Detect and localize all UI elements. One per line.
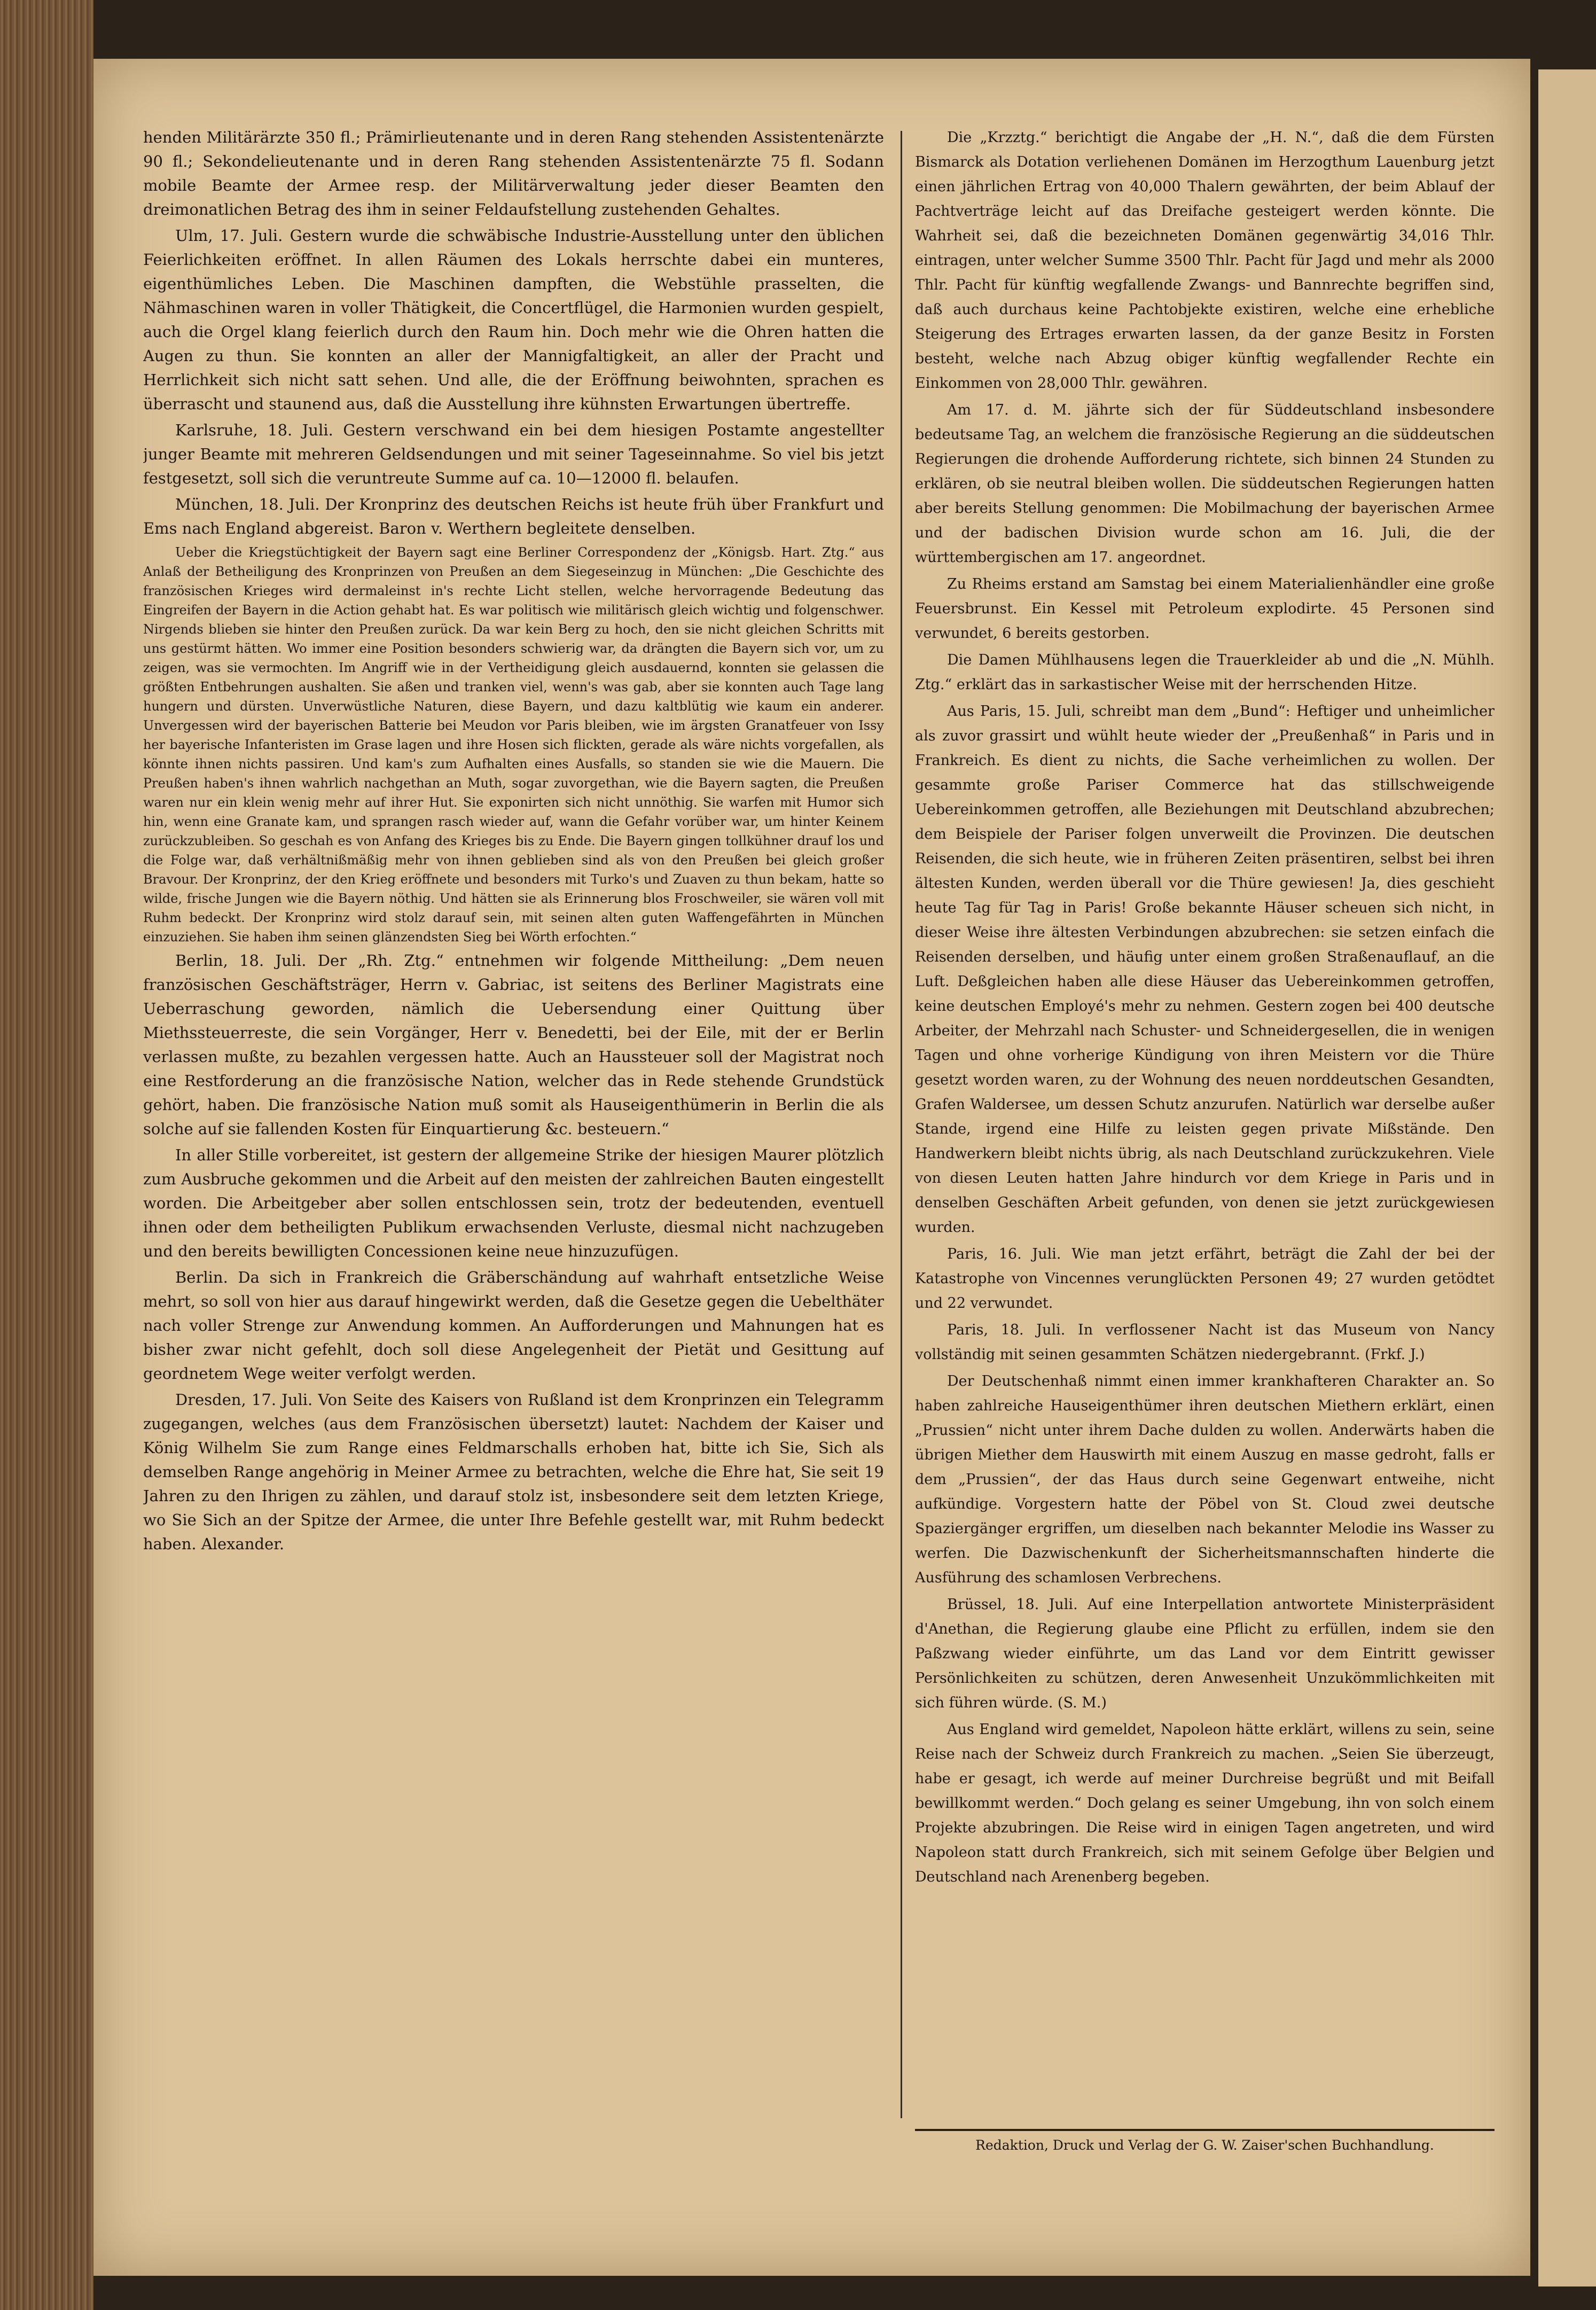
left-column	[143, 126, 884, 2124]
article-jahrestag: Am 17. d. M. jährte sich der für Süddeutschland insbesondere bedeutsame Tag, an welchem die französische Regierung an die süddeutschen Regierungen die drohende Aufforderung richtete, sich binnen 24 Stunden zu erklären, ob sie neutral bleiben wollen. Die süddeutschen Regierungen hatten aber bereits Stellung genommen: Die Mobilmachung der bayerischen Armee und der badischen Division wurde schon am 16. Juli, die der württembergischen am 17. angeordnet.	[915, 402, 1495, 566]
article-muenchen: München, 18. Juli. Der Kronprinz des deutschen Reichs ist heute früh über Frankfurt und Ems nach England abgereist. Baron v. Werthern begleitete denselben.	[143, 495, 884, 537]
footer-imprint: Redaktion, Druck und Verlag der G. W. Zaiser'schen Buchhandlung.	[975, 2137, 1434, 2153]
article-dresden: Dresden, 17. Juli. Von Seite des Kaisers von Rußland ist dem Kronprinzen ein Telegramm zugegangen, welches (aus dem Französischen übersetzt) lautet: Nachdem der Kaiser und König Wilhelm Sie zum Range eines Feldmarschalls erhoben hat, bitte ich Sie, Sich als demselben Range angehörig in Meiner Armee zu betrachten, welche die Ehre hat, Sie seit 19 Jahren zu den Ihrigen zu zählen, und darauf stolz ist, insbesondere seit dem letzten Kriege, wo Sie Sich an der Spitze der Armee, die unter Ihre Befehle gestellt war, mit Ruhm bedeckt haben. Alexander.	[143, 1391, 884, 1553]
article-bruessel: Brüssel, 18. Juli. Auf eine Interpellation antwortete Ministerpräsident d'Anethan, die Regierung glaube eine Pflicht zu erfüllen, indem sie den Paßzwang wieder einführte, um das Land vor dem Eintritt gewisser Persönlichkeiten zu schützen, deren Anwesenheit Unzukömmlichkeiten mit sich führen würde. (S. M.)	[915, 1596, 1495, 1711]
article-ulm: Ulm, 17. Juli. Gestern wurde die schwäbische Industrie-Ausstellung unter den üblichen Feierlichkeiten eröffnet. In allen Räumen des Lokals herrschte dabei ein munteres, eigenthümliches Leben. Die Maschinen dampften, die Webstühle prasselten, die Nähmaschinen waren in voller Thätigkeit, die Concertflügel, die Harmonien wurden gespielt, auch die Orgel klang feierlich durch den Raum hin. Doch mehr wie die Ohren hatten die Augen zu thun. Sie konnten an aller der Mannigfaltigkeit, an aller der Pracht und Herrlichkeit sich nicht satt sehen. Und alle, die der Eröffnung beiwohnten, sprachen es überrascht und staunend aus, daß die Ausstellung ihre kühnsten Erwartungen übertreffe.	[143, 227, 884, 413]
facing-page-edge	[1538, 69, 1596, 2286]
column-divider	[901, 131, 902, 2118]
article-maurer-strike: In aller Stille vorbereitet, ist gestern der allgemeine Strike der hiesigen Maurer plötzlich zum Ausbruche gekommen und die Arbeit auf den meisten der zahlreichen Bauten eingestellt worden. Die Arbeitgeber aber sollen entschlossen sein, trotz der bedeutenden, eventuell ihnen oder dem betheiligten Publikum erwachsenden Verluste, diesmal nicht nachzugeben und den bereits bewilligten Concessionen keine neue hinzuzufügen.	[143, 1146, 884, 1260]
article-paris-15-juli: Aus Paris, 15. Juli, schreibt man dem „Bund“: Heftiger und unheimlicher als zuvor grassirt und wühlt heute wieder der „Preußenhaß“ in Paris und in Frankreich. Es dient zu nichts, die Sache verheimlichen zu wollen. Der gesammte große Pariser Commerce hat das stillschweigende Uebereinkommen getroffen, alle Beziehungen mit Deutschland abzubrechen; dem Beispiele der Pariser folgen unverweilt die Provinzen. Die deutschen Reisenden, die sich heute, wie in früheren Zeiten präsentiren, selbst bei ihren ältesten Kunden, werden überall vor die Thüre gewiesen! Ja, dies geschieht heute Tag für Tag in Paris! Große bekannte Häuser scheuen sich nicht, in dieser Weise ihre ältesten Verbindungen abzubrechen: sie setzen einfach die Reisenden derselben, und häufig unter einem großen Straßenauflauf, an die Luft. Deßgleichen haben alle diese Häuser das Uebereinkommen getroffen, keine deutschen Employé's mehr zu nehmen. Gestern zogen bei 400 deutsche Arbeiter, der Mehrzahl nach Schuster- und Schneidergesellen, die in wenigen Tagen und ohne vorherige Kündigung von ihren Meistern vor die Thüre gesetzt worden waren, zu der Wohnung des neuen norddeutschen Gesandten, Grafen Waldersee, um dessen Schutz anzurufen. Natürlich war derselbe außer Stande, irgend eine Hilfe zu leisten gegen private Mißstände. Den Handwerkern bleibt nichts übrig, als nach Deutschland zurückzukehren. Viele von diesen Leuten hatten Jahre hindurch vor dem Kriege in Paris und in denselben Geschäften Arbeit gefunden, von denen sie jetzt zurückgewiesen wurden.	[915, 703, 1495, 1236]
article-karlsruhe: Karlsruhe, 18. Juli. Gestern verschwand ein bei dem hiesigen Postamte angestellter junger Beamte mit mehreren Geldsendungen und mit seiner Tageseinnahme. So viel bis jetzt festgesetzt, soll sich die veruntreute Summe auf ca. 10—12000 fl. belaufen.	[143, 421, 884, 487]
article-england-napoleon: Aus England wird gemeldet, Napoleon hätte erklärt, willens zu sein, seine Reise nach der Schweiz durch Frankreich zu machen. „Seien Sie überzeugt, habe er gesagt, ich werde auf meiner Durchreise begrüßt und mit Beifall bewillkommt werden.“ Doch gelang es seiner Umgebung, ihn von solch einem Projekte abzubringen. Die Reise wird in einigen Tagen angetreten, und wird Napoleon statt durch Frankreich, sich mit seinem Gefolge über Belgien und Deutschland nach Arenenberg begeben.	[915, 1721, 1495, 1885]
article-berlin-graeberschaendung: Berlin. Da sich in Frankreich die Gräberschändung auf wahrhaft entsetzliche Weise mehrt, so soll von hier aus darauf hingewirkt werden, daß die Gesetze gegen die Uebelthäter nach voller Strenge zur Anwendung kommen. An Aufforderungen und Mahnungen hat es bisher zwar nicht gefehlt, doch soll diese Angelegenheit der Pietät und Gesittung auf geordnetem Wege weiter verfolgt werden.	[143, 1268, 884, 1383]
article-muehlhausen: Die Damen Mühlhausens legen die Trauerkleider ab und die „N. Mühlh. Ztg.“ erklärt das in sarkastischer Weise mit der herrschenden Hitze.	[915, 652, 1495, 693]
article-rheims: Zu Rheims erstand am Samstag bei einem Materialienhändler eine große Feuersbrunst. Ein Kessel mit Petroleum explodirte. 45 Personen sind verwundet, 6 bereits gestorben.	[915, 576, 1495, 642]
right-column	[915, 126, 1495, 2124]
article-paris-16-juli: Paris, 16. Juli. Wie man jetzt erfährt, beträgt die Zahl der bei der Katastrophe von Vincennes verunglückten Personen 49; 27 wurden getödtet und 22 verwundet.	[915, 1246, 1495, 1312]
article-paris-18-juli: Paris, 18. Juli. In verflossener Nacht ist das Museum von Nancy vollständig mit seinen gesammten Schätzen niedergebrannt. (Frkf. J.)	[915, 1322, 1495, 1363]
footer-rule	[915, 2129, 1495, 2131]
article-paragraph: henden Militärärzte 350 fl.; Prämirlieutenante und in deren Rang stehenden Assistentenärzte 90 fl.; Sekondelieutenante und in deren Rang stehenden Assistentenärzte 75 fl. Sodann mobile Beamte der Armee resp. der Militärverwaltung jeder dieser Beamten den dreimonatlichen Betrag des ihm in seiner Feldaufstellung zustehenden Gehaltes.	[143, 128, 884, 218]
article-krzztg: Die „Krzztg.“ berichtigt die Angabe der „H. N.“, daß die dem Fürsten Bismarck als Dotation verliehenen Domänen im Herzogthum Lauenburg jetzt einen jährlichen Ertrag von 40,000 Thalern gewährten, der beim Ablauf der Pachtverträge leicht auf das Dreifache gesteigert werden könnte. Die Wahrheit sei, daß die bezeichneten Domänen gegenwärtig 34,016 Thlr. eintragen, unter welcher Summe 3500 Thlr. Pacht für Jagd und mehr als 2000 Thlr. Pacht für künftig wegfallende Zwangs- und Bannrechte begriffen sind, daß auch durchaus keine Pachtobjekte existiren, welche eine erhebliche Steigerung des Ertrages erwarten lassen, da der ganze Besitz in Forsten besteht, welche nach Abzug obiger künftig wegfallender Rechte ein Einkommen von 28,000 Thlr. gewähren.	[915, 129, 1495, 392]
article-berlin-gabriac: Berlin, 18. Juli. Der „Rh. Ztg.“ entnehmen wir folgende Mittheilung: „Dem neuen französischen Geschäftsträger, Herrn v. Gabriac, ist seitens des Berliner Magistrats eine Ueberraschung geworden, nämlich die Uebersendung einer Quittung über Miethssteuerreste, die sein Vorgänger, Herr v. Benedetti, bei der Eile, mit der er Berlin verlassen mußte, zu bezahlen vergessen hatte. Auch an Haussteuer soll der Magistrat noch eine Restforderung an die französische Nation, welcher das in Rede stehende Grundstück gehört, haben. Die französische Nation muß somit als Hauseigenthümerin in Berlin die als solche auf sie fallenden Kosten für Einquartierung &c. besteuern.“	[143, 951, 884, 1138]
binding-edge	[0, 0, 93, 2310]
article-deutschenhass: Der Deutschenhaß nimmt einen immer krankhafteren Charakter an. So haben zahlreiche Hauseigenthümer ihren deutschen Miethern erklärt, einen „Prussien“ nicht unter ihrem Dache dulden zu wollen. Anderwärts haben die übrigen Miether dem Hauswirth mit einem Auszug en masse gedroht, falls er dem „Prussien“, der das Haus durch seine Gegenwart entweihe, nicht aufkündige. Vorgestern hatte der Pöbel von St. Cloud zwei deutsche Spaziergänger ergriffen, um dieselben nach bekannter Melodie ins Wasser zu werfen. Die Dazwischenkunft der Sicherheitsmannschaften hinderte die Ausführung des schamlosen Verbrechens.	[915, 1373, 1495, 1586]
article-kriegstuechtigkeit-bayern: Ueber die Kriegstüchtigkeit der Bayern sagt eine Berliner Correspondenz der „Königsb. Hart. Ztg.“ aus Anlaß der Betheiligung des Kronprinzen von Preußen an dem Siegeseinzug in München: „Die Geschichte des französischen Krieges wird dermaleinst in's rechte Licht stellen, welche hervorragende Bedeutung das Eingreifen der Bayern in die Action gehabt hat. Es war politisch wie militärisch gleich wichtig und folgenschwer. Nirgends blieben sie hinter den Preußen zurück. Da war kein Berg zu hoch, den sie nicht gleichen Schritts mit uns gestürmt hätten. Wo immer eine Position besonders schwierig war, da drängten die Bayern sich vor, um zu zeigen, was sie vermochten. Im Angriff wie in der Vertheidigung gleich ausdauernd, konnten sie gelassen die größten Entbehrungen aushalten. Sie aßen und tranken viel, wenn's was gab, aber sie konnten auch Tage lang hungern und dürsten. Unverwüstliche Naturen, diese Bayern, und dazu kaltblütig wie kaum ein anderer. Unvergessen wird der bayerischen Batterie bei Meudon vor Paris bleiben, wie im ärgsten Granatfeuer von Issy her bayerische Infanteristen im Grase lagen und ihre Hosen sich flickten, gerade als wäre nichts vorgefallen, als könnte ihnen nichts passiren. Und kam's zum Aufhalten eines Ausfalls, so standen sie wie die Mauern. Die Preußen haben's ihnen wahrlich nachgethan an Muth, sogar zuvorgethan, wie die Bayern sagten, die Preußen waren nur ein klein wenig mehr auf ihrer Hut. Sie exponirten sich nicht unnöthig. Sie warfen mit Humor sich hin, wenn eine Granate kam, und sprangen rasch wieder auf, wann die Gefahr vorüber war, um hinter Keinem zurückzubleiben. So geschah es von Anfang des Krieges bis zu Ende. Die Bayern gingen tollkühner drauf los und die Folge war, daß verhältnißmäßig mehr von ihnen geblieben sind als von den Preußen bei gleich großer Bravour. Der Kronprinz, der den Krieg eröffnete und besonders mit Turko's und Zuaven zu thun bekam, hatte so wilde, frische Jungen wie die Bayern nöthig. Und hätten sie als Erinnerung blos Froschweiler, sie wären voll mit Ruhm bedeckt. Der Kronprinz wird stolz darauf sein, mit seinen alten guten Waffengefährten in München einzuziehen. Sie haben ihm seinen glänzendsten Sieg bei Wörth erfochten.“	[143, 545, 884, 945]
